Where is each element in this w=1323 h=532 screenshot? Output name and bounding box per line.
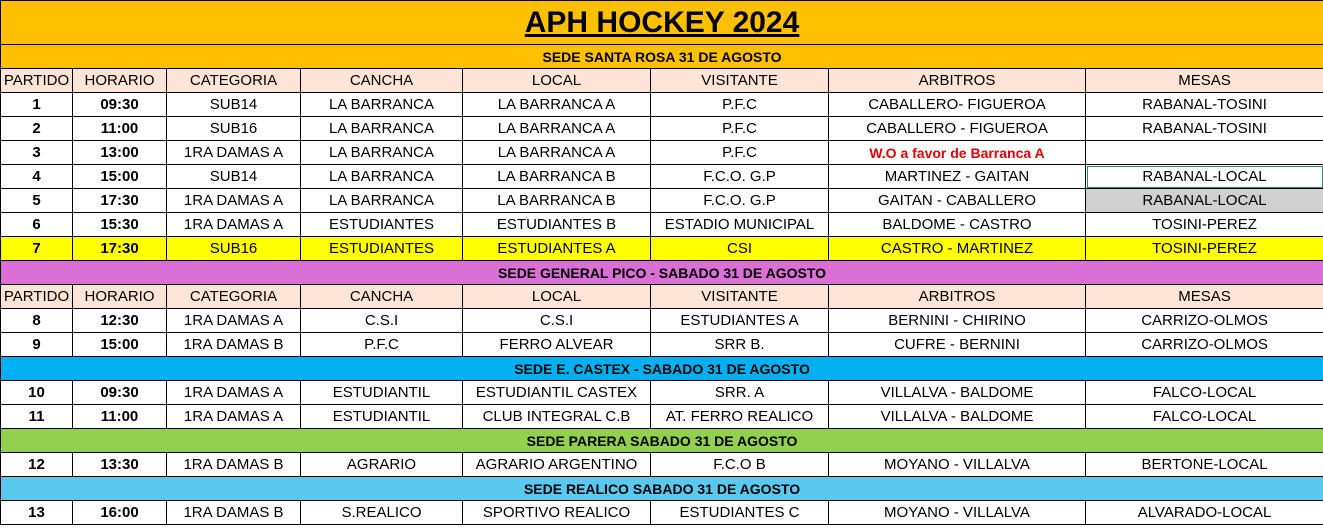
local-cell: CLUB INTEGRAL C.B xyxy=(463,405,651,429)
column-header: VISITANTE xyxy=(651,69,829,93)
table-row xyxy=(1,141,1323,165)
categoria-cell: SUB14 xyxy=(167,165,301,189)
mesas-cell: RABANAL-LOCAL xyxy=(1086,189,1323,213)
categoria-cell: 1RA DAMAS B xyxy=(167,333,301,357)
partido-cell: 9 xyxy=(1,333,73,357)
arbitros-cell: CABALLERO - FIGUEROA xyxy=(829,117,1086,141)
column-header: CANCHA xyxy=(301,69,463,93)
table-row xyxy=(1,405,1323,429)
categoria-cell: SUB16 xyxy=(167,237,301,261)
sede-title: SEDE PARERA SABADO 31 DE AGOSTO xyxy=(1,429,1323,453)
categoria-cell: 1RA DAMAS A xyxy=(167,381,301,405)
table-row xyxy=(1,501,1323,525)
local-cell: C.S.I xyxy=(463,309,651,333)
mesas-cell: FALCO-LOCAL xyxy=(1086,405,1323,429)
cancha-cell: C.S.I xyxy=(301,309,463,333)
mesas-cell xyxy=(1086,141,1323,165)
sede-title: SEDE E. CASTEX - SABADO 31 DE AGOSTO xyxy=(1,357,1323,381)
horario-cell: 13:30 xyxy=(73,453,167,477)
partido-cell: 2 xyxy=(1,117,73,141)
column-header: MESAS xyxy=(1086,285,1323,309)
local-cell: ESTUDIANTES A xyxy=(463,237,651,261)
table-row xyxy=(1,93,1323,117)
partido-cell: 8 xyxy=(1,309,73,333)
arbitros-cell: VILLALVA - BALDOME xyxy=(829,405,1086,429)
column-header: CANCHA xyxy=(301,285,463,309)
arbitros-cell: GAITAN - CABALLERO xyxy=(829,189,1086,213)
visitante-cell: F.C.O. G.P xyxy=(651,189,829,213)
table-row xyxy=(1,453,1323,477)
visitante-cell: CSI xyxy=(651,237,829,261)
table-row xyxy=(1,333,1323,357)
local-cell: LA BARRANCA A xyxy=(463,117,651,141)
mesas-cell: TOSINI-PEREZ xyxy=(1086,213,1323,237)
column-header: MESAS xyxy=(1086,69,1323,93)
visitante-cell: F.C.O B xyxy=(651,453,829,477)
horario-cell: 12:30 xyxy=(73,309,167,333)
column-header: CATEGORIA xyxy=(167,285,301,309)
visitante-cell: ESTUDIANTES C xyxy=(651,501,829,525)
sede-title: SEDE GENERAL PICO - SABADO 31 DE AGOSTO xyxy=(1,261,1323,285)
cancha-cell: AGRARIO xyxy=(301,453,463,477)
local-cell: LA BARRANCA B xyxy=(463,165,651,189)
mesas-cell: FALCO-LOCAL xyxy=(1086,381,1323,405)
partido-cell: 3 xyxy=(1,141,73,165)
column-header: CATEGORIA xyxy=(167,69,301,93)
mesas-cell: CARRIZO-OLMOS xyxy=(1086,333,1323,357)
arbitros-cell: BALDOME - CASTRO xyxy=(829,213,1086,237)
visitante-cell: AT. FERRO REALICO xyxy=(651,405,829,429)
visitante-cell: ESTUDIANTES A xyxy=(651,309,829,333)
local-cell: SPORTIVO REALICO xyxy=(463,501,651,525)
arbitros-cell: BERNINI - CHIRINO xyxy=(829,309,1086,333)
table-row xyxy=(1,237,1323,261)
visitante-cell: ESTADIO MUNICIPAL xyxy=(651,213,829,237)
horario-cell: 09:30 xyxy=(73,93,167,117)
local-cell: ESTUDIANTES B xyxy=(463,213,651,237)
categoria-cell: 1RA DAMAS A xyxy=(167,213,301,237)
column-header-row xyxy=(1,69,1323,93)
column-header: HORARIO xyxy=(73,285,167,309)
local-cell: LA BARRANCA B xyxy=(463,189,651,213)
partido-cell: 11 xyxy=(1,405,73,429)
mesas-cell: TOSINI-PEREZ xyxy=(1086,237,1323,261)
cancha-cell: P.F.C xyxy=(301,333,463,357)
categoria-cell: SUB14 xyxy=(167,93,301,117)
cancha-cell: ESTUDIANTIL xyxy=(301,381,463,405)
mesas-cell: RABANAL-TOSINI xyxy=(1086,93,1323,117)
cancha-cell: S.REALICO xyxy=(301,501,463,525)
column-header: ARBITROS xyxy=(829,285,1086,309)
local-cell: AGRARIO ARGENTINO xyxy=(463,453,651,477)
categoria-cell: 1RA DAMAS A xyxy=(167,405,301,429)
column-header: PARTIDO xyxy=(1,69,73,93)
sede-row xyxy=(1,45,1323,69)
table-row xyxy=(1,117,1323,141)
horario-cell: 11:00 xyxy=(73,405,167,429)
horario-cell: 15:30 xyxy=(73,213,167,237)
title-row xyxy=(1,1,1323,45)
partido-cell: 10 xyxy=(1,381,73,405)
categoria-cell: SUB16 xyxy=(167,117,301,141)
sede-title: SEDE REALICO SABADO 31 DE AGOSTO xyxy=(1,477,1323,501)
mesas-cell: BERTONE-LOCAL xyxy=(1086,453,1323,477)
table-row xyxy=(1,213,1323,237)
visitante-cell: F.C.O. G.P xyxy=(651,165,829,189)
sede-row xyxy=(1,429,1323,453)
visitante-cell: SRR B. xyxy=(651,333,829,357)
cancha-cell: ESTUDIANTIL xyxy=(301,405,463,429)
local-cell: LA BARRANCA A xyxy=(463,93,651,117)
sede-row xyxy=(1,261,1323,285)
cancha-cell: LA BARRANCA xyxy=(301,117,463,141)
horario-cell: 15:00 xyxy=(73,333,167,357)
arbitros-cell: W.O a favor de Barranca A xyxy=(829,141,1086,165)
horario-cell: 11:00 xyxy=(73,117,167,141)
sede-row xyxy=(1,477,1323,501)
horario-cell: 15:00 xyxy=(73,165,167,189)
mesas-cell: RABANAL-TOSINI xyxy=(1086,117,1323,141)
column-header: VISITANTE xyxy=(651,285,829,309)
partido-cell: 13 xyxy=(1,501,73,525)
table-row xyxy=(1,381,1323,405)
mesas-cell: CARRIZO-OLMOS xyxy=(1086,309,1323,333)
sede-row xyxy=(1,357,1323,381)
horario-cell: 09:30 xyxy=(73,381,167,405)
horario-cell: 13:00 xyxy=(73,141,167,165)
cancha-cell: LA BARRANCA xyxy=(301,93,463,117)
visitante-cell: SRR. A xyxy=(651,381,829,405)
arbitros-cell: CUFRE - BERNINI xyxy=(829,333,1086,357)
cancha-cell: ESTUDIANTES xyxy=(301,237,463,261)
visitante-cell: P.F.C xyxy=(651,93,829,117)
arbitros-cell: VILLALVA - BALDOME xyxy=(829,381,1086,405)
cancha-cell: LA BARRANCA xyxy=(301,189,463,213)
horario-cell: 17:30 xyxy=(73,189,167,213)
categoria-cell: 1RA DAMAS B xyxy=(167,501,301,525)
local-cell: ESTUDIANTIL CASTEX xyxy=(463,381,651,405)
column-header: LOCAL xyxy=(463,285,651,309)
categoria-cell: 1RA DAMAS A xyxy=(167,189,301,213)
cancha-cell: LA BARRANCA xyxy=(301,141,463,165)
cancha-cell: ESTUDIANTES xyxy=(301,213,463,237)
column-header: LOCAL xyxy=(463,69,651,93)
local-cell: LA BARRANCA A xyxy=(463,141,651,165)
categoria-cell: 1RA DAMAS A xyxy=(167,141,301,165)
horario-cell: 17:30 xyxy=(73,237,167,261)
mesas-cell: RABANAL-LOCAL xyxy=(1086,165,1323,189)
partido-cell: 4 xyxy=(1,165,73,189)
partido-cell: 5 xyxy=(1,189,73,213)
partido-cell: 1 xyxy=(1,93,73,117)
table-row xyxy=(1,309,1323,333)
arbitros-cell: MOYANO - VILLALVA xyxy=(829,453,1086,477)
arbitros-cell: MARTINEZ - GAITAN xyxy=(829,165,1086,189)
categoria-cell: 1RA DAMAS A xyxy=(167,309,301,333)
sede-title: SEDE SANTA ROSA 31 DE AGOSTO xyxy=(1,45,1323,69)
cancha-cell: LA BARRANCA xyxy=(301,165,463,189)
table-row xyxy=(1,189,1323,213)
table-row xyxy=(1,165,1323,189)
partido-cell: 12 xyxy=(1,453,73,477)
mesas-cell: ALVARADO-LOCAL xyxy=(1086,501,1323,525)
column-header: ARBITROS xyxy=(829,69,1086,93)
visitante-cell: P.F.C xyxy=(651,117,829,141)
column-header-row xyxy=(1,285,1323,309)
categoria-cell: 1RA DAMAS B xyxy=(167,453,301,477)
arbitros-cell: CASTRO - MARTINEZ xyxy=(829,237,1086,261)
local-cell: FERRO ALVEAR xyxy=(463,333,651,357)
horario-cell: 16:00 xyxy=(73,501,167,525)
column-header: PARTIDO xyxy=(1,285,73,309)
arbitros-cell: MOYANO - VILLALVA xyxy=(829,501,1086,525)
visitante-cell: P.F.C xyxy=(651,141,829,165)
partido-cell: 7 xyxy=(1,237,73,261)
page-title: APH HOCKEY 2024 xyxy=(1,1,1323,45)
arbitros-cell: CABALLERO- FIGUEROA xyxy=(829,93,1086,117)
column-header: HORARIO xyxy=(73,69,167,93)
partido-cell: 6 xyxy=(1,213,73,237)
